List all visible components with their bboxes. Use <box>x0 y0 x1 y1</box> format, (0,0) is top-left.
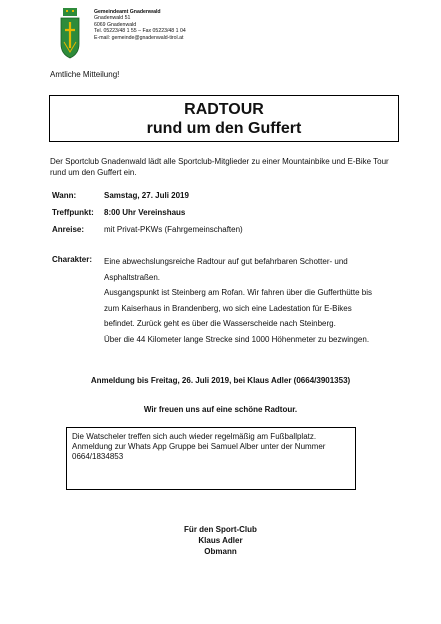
detail-row-meeting <box>0 207 441 219</box>
phone-fax: Tel. 05223/48 1 55 – Fax 05223/48 1 04 <box>94 28 186 35</box>
signature-line-1: Für den Sport-Club <box>184 525 257 534</box>
character-line: befindet. Zurück geht es über die Wasserscheide nach Steinberg. <box>104 319 336 328</box>
postal-line: 6069 Gnadenwald <box>94 21 137 28</box>
coat-of-arms-icon <box>60 8 80 60</box>
letterhead <box>94 9 186 41</box>
when-label: Wann: <box>52 191 77 200</box>
signature-block <box>0 524 441 557</box>
title-line-2: rund um den Guffert <box>146 120 302 137</box>
character-label: Charakter: <box>52 255 93 264</box>
info-line-1: Die Watscheler treffen sich auch wieder regelmäßig am Fußballplatz. <box>72 432 317 441</box>
email-line: E-mail: gemeinde@gnadenwald-tirol.at <box>94 34 184 41</box>
character-line: Eine abwechslungsreiche Radtour auf gut befahrbaren Schotter- und <box>104 257 348 266</box>
detail-row-when <box>0 190 441 202</box>
signature-name: Klaus Adler <box>198 536 243 545</box>
info-line-2: Anmeldung zur Whats App Gruppe bei Samuel Alber unter der Nummer <box>72 442 326 451</box>
travel-label: Anreise: <box>52 225 85 234</box>
signature-role: Obmann <box>204 547 237 556</box>
character-line: Über die 44 Kilometer lange Strecke sind 1000 Höhenmeter zu bezwingen. <box>104 334 370 344</box>
info-box <box>66 427 356 490</box>
title-line-1: RADTOUR <box>184 101 264 118</box>
meeting-value: 8:00 Uhr Vereinshaus <box>104 208 186 217</box>
info-line-3: 0664/1834853 <box>72 452 124 461</box>
character-line: Ausgangspunkt ist Steinberg am Rofan. Wir fahren über die Gufferthütte bis <box>104 288 372 297</box>
closing-line: Wir freuen uns auf eine schöne Radtour. <box>143 405 298 414</box>
registration-notice: Anmeldung bis Freitag, 26. Juli 2019, bei Klaus Adler (0664/3901353) <box>90 376 351 385</box>
when-value: Samstag, 27. Juli 2019 <box>104 191 189 200</box>
detail-row-character <box>0 254 100 266</box>
character-line: Asphaltstraßen. <box>104 272 161 282</box>
meeting-label: Treffpunkt: <box>52 208 94 217</box>
address-line: Gnadenwald 51 <box>94 15 131 22</box>
title-box <box>49 95 399 142</box>
detail-row-travel <box>0 224 441 236</box>
intro-paragraph: Der Sportclub Gnadenwald lädt alle Sportclub-Mitglieder zu einer Mountainbike und E-Bike Tour rund um den Guffert ein. <box>50 157 389 177</box>
travel-value: mit Privat-PKWs (Fahrgemeinschaften) <box>104 225 243 234</box>
organization-name: Gemeindeamt Gnadenwald <box>94 9 161 15</box>
municipality-logo <box>60 8 80 60</box>
official-notice: Amtliche Mitteilung! <box>50 70 120 79</box>
character-line: zum Kaiserhaus in Brandenberg, wo sich eine Ladestation für E-Bikes <box>104 303 352 313</box>
character-text <box>104 254 404 347</box>
